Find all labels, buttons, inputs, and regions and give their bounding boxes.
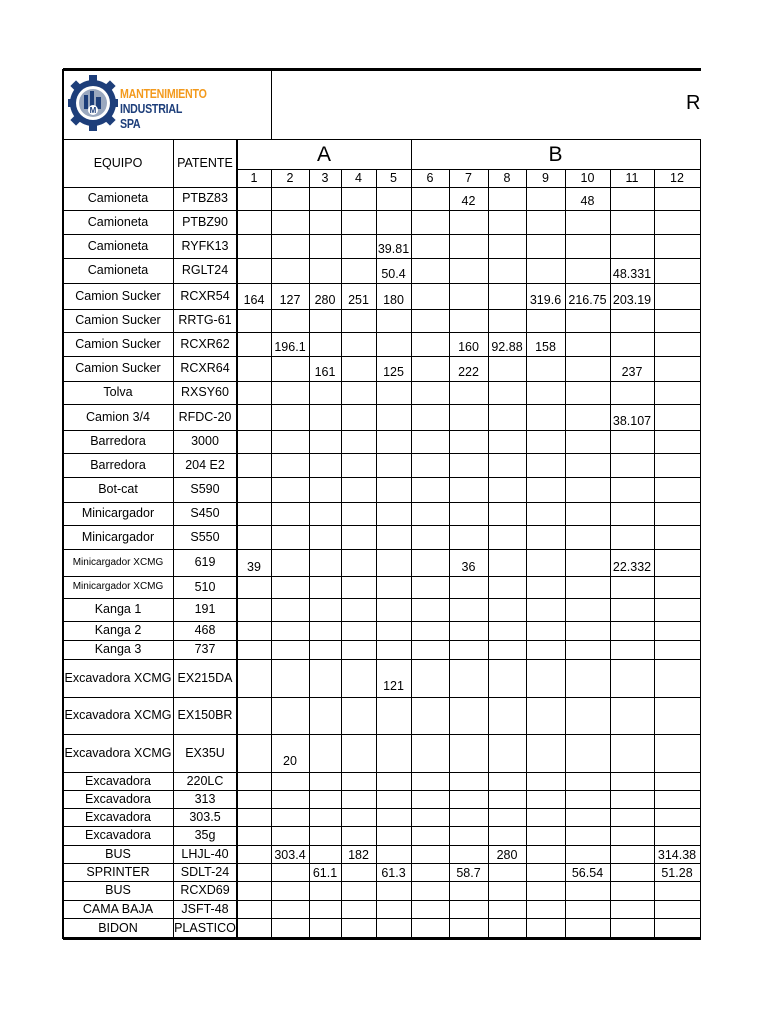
company-logo <box>68 72 207 134</box>
patente-cell: LHJL-40 <box>181 846 229 861</box>
value-cell-col-2: 303.4 <box>274 847 306 862</box>
value-cell-col-12: 314.38 <box>657 847 697 862</box>
equipo-cell: Barredora <box>90 434 146 449</box>
equipo-cell: Camioneta <box>87 263 149 278</box>
patente-cell: PTBZ90 <box>182 214 228 229</box>
equipo-cell: Camion 3/4 <box>86 409 150 424</box>
column-header-9: 9 <box>542 170 549 185</box>
equipo-cell: BUS <box>105 846 131 861</box>
patente-cell: RCXR54 <box>180 288 230 303</box>
equipo-cell: Minicargador <box>81 506 155 521</box>
patente-cell: S450 <box>190 506 220 521</box>
equipo-cell: BUS <box>105 883 131 898</box>
logo-text-line2: INDUSTRIAL SPA <box>120 101 182 131</box>
patente-cell: 220LC <box>186 773 224 788</box>
column-header-4: 4 <box>355 170 362 185</box>
value-cell-col-5: 39.81 <box>377 241 410 256</box>
column-header-7: 7 <box>465 170 472 185</box>
value-cell-col-11: 22.332 <box>612 559 652 574</box>
equipo-cell: Excavadora <box>84 828 151 843</box>
value-cell-col-10: 56.54 <box>571 865 604 880</box>
equipo-cell: Excavadora XCMG <box>64 670 172 685</box>
column-header-2: 2 <box>286 170 294 185</box>
value-cell-col-4: 182 <box>348 847 369 862</box>
patente-cell: 204 E2 <box>185 457 225 472</box>
value-cell-col-4: 251 <box>348 292 369 307</box>
grid-line <box>63 937 701 940</box>
patente-cell: RYFK13 <box>181 238 229 253</box>
grid-line <box>654 169 655 939</box>
value-cell-col-11: 48.331 <box>612 266 652 281</box>
grid-line <box>271 69 272 140</box>
patente-cell: 468 <box>194 623 216 638</box>
value-cell-col-2: 196.1 <box>274 339 306 354</box>
grid-line <box>63 68 701 71</box>
patente-cell: EX215DA <box>177 670 233 685</box>
patente-cell: 35g <box>194 828 216 843</box>
value-cell-col-7: 160 <box>458 339 479 354</box>
equipo-cell: Camion Sucker <box>75 313 161 328</box>
value-cell-col-5: 61.3 <box>381 865 406 880</box>
equipo-cell: Tolva <box>103 385 133 400</box>
patente-cell: 191 <box>194 602 216 617</box>
value-cell-col-10: 48 <box>580 193 595 208</box>
patente-header: PATENTE <box>177 155 233 170</box>
value-cell-col-7: 42 <box>461 193 476 208</box>
equipo-cell: Kanga 3 <box>94 642 142 657</box>
value-cell-col-3: 61.1 <box>312 865 338 880</box>
value-cell-col-11: 38.107 <box>612 413 652 428</box>
report-title-fragment: R <box>686 92 701 114</box>
patente-cell: 3000 <box>191 434 219 449</box>
patente-cell: PTBZ83 <box>182 191 228 206</box>
value-cell-col-2: 127 <box>279 292 301 307</box>
patente-cell: RRTG-61 <box>178 313 232 328</box>
value-cell-col-1: 39 <box>247 559 261 574</box>
value-cell-col-1: 164 <box>243 292 265 307</box>
value-cell-col-7: 222 <box>458 364 479 379</box>
equipo-cell: CAMA BAJA <box>82 901 154 916</box>
equipo-cell: SPRINTER <box>86 864 150 879</box>
equipo-cell: Minicargador XCMG <box>72 556 164 568</box>
patente-cell: RXSY60 <box>181 385 229 400</box>
group-header-b: B <box>548 142 563 166</box>
patente-cell: EX150BR <box>177 708 233 723</box>
column-header-1: 1 <box>250 170 258 185</box>
patente-cell: JSFT-48 <box>181 901 229 916</box>
value-cell-col-7: 58.7 <box>456 865 481 880</box>
patente-cell: PLASTICO <box>174 920 236 935</box>
value-cell-col-5: 50.4 <box>381 266 406 281</box>
grid-line <box>700 139 701 939</box>
equipo-cell: Camion Sucker <box>75 361 161 376</box>
equipo-cell: Excavadora XCMG <box>64 708 172 723</box>
grid-line <box>488 169 489 939</box>
column-header-11: 11 <box>625 170 639 185</box>
equipo-cell: Minicargador XCMG <box>72 581 164 592</box>
value-cell-col-8: 280 <box>496 847 518 862</box>
equipo-cell: Excavadora <box>84 791 151 806</box>
column-header-6: 6 <box>426 170 434 185</box>
patente-cell: SDLT-24 <box>180 864 230 879</box>
value-cell-col-7: 36 <box>461 559 476 574</box>
column-header-5: 5 <box>390 170 397 185</box>
value-cell-col-8: 92.88 <box>491 339 523 354</box>
equipo-cell: Camion Sucker <box>75 336 161 351</box>
equipo-cell: Kanga 2 <box>94 623 142 638</box>
logo-text-line1: MANTENIMIENTO <box>120 86 207 101</box>
column-header-3: 3 <box>321 170 329 185</box>
patente-cell: RFDC-20 <box>178 409 232 424</box>
equipo-cell: Camioneta <box>87 214 149 229</box>
patente-cell: RCXR64 <box>180 361 230 376</box>
equipo-cell: Excavadora <box>84 773 151 788</box>
patente-cell: EX35U <box>185 745 225 760</box>
value-cell-col-11: 203.19 <box>612 292 652 307</box>
patente-cell: S550 <box>190 529 220 544</box>
value-cell-col-5: 121 <box>383 678 404 693</box>
equipo-header: EQUIPO <box>93 155 143 170</box>
grid-line <box>411 139 412 939</box>
column-header-12: 12 <box>670 170 684 185</box>
svg-text:M: M <box>89 106 97 115</box>
equipo-cell: Kanga 1 <box>94 602 142 617</box>
equipo-cell: Camioneta <box>87 238 149 253</box>
grid-line <box>62 69 64 140</box>
patente-cell: 510 <box>194 579 216 594</box>
equipo-cell: Excavadora <box>84 809 151 824</box>
value-cell-col-2: 20 <box>283 753 297 768</box>
grid-line <box>237 169 701 170</box>
patente-cell: 313 <box>194 791 216 806</box>
equipo-cell: Bot-cat <box>98 482 138 497</box>
patente-cell: RCXR62 <box>180 336 230 351</box>
equipo-cell: Barredora <box>90 457 146 472</box>
value-cell-col-11: 237 <box>621 364 643 379</box>
patente-cell: S590 <box>190 482 220 497</box>
equipo-cell: Camion Sucker <box>75 288 161 303</box>
value-cell-col-5: 180 <box>383 292 404 307</box>
patente-cell: 619 <box>194 555 216 570</box>
equipo-cell: Camioneta <box>87 191 149 206</box>
value-cell-col-9: 158 <box>535 339 556 354</box>
equipo-cell: Minicargador <box>81 529 155 544</box>
column-header-10: 10 <box>580 170 595 185</box>
value-cell-col-5: 125 <box>383 364 404 379</box>
gear-icon <box>68 72 118 134</box>
equipo-cell: BIDON <box>98 920 138 935</box>
value-cell-col-10: 216.75 <box>568 292 607 307</box>
patente-cell: 303.5 <box>189 809 221 824</box>
patente-cell: 737 <box>194 642 216 657</box>
column-header-8: 8 <box>503 170 511 185</box>
equipo-cell: Excavadora XCMG <box>64 745 172 760</box>
group-header-a: A <box>316 142 331 166</box>
value-cell-col-9: 319.6 <box>529 292 562 307</box>
patente-cell: RCXD69 <box>180 883 230 898</box>
patente-cell: RGLT24 <box>181 263 229 278</box>
value-cell-col-3: 280 <box>314 292 336 307</box>
value-cell-col-3: 161 <box>314 364 336 379</box>
value-cell-col-12: 51.28 <box>661 865 693 880</box>
